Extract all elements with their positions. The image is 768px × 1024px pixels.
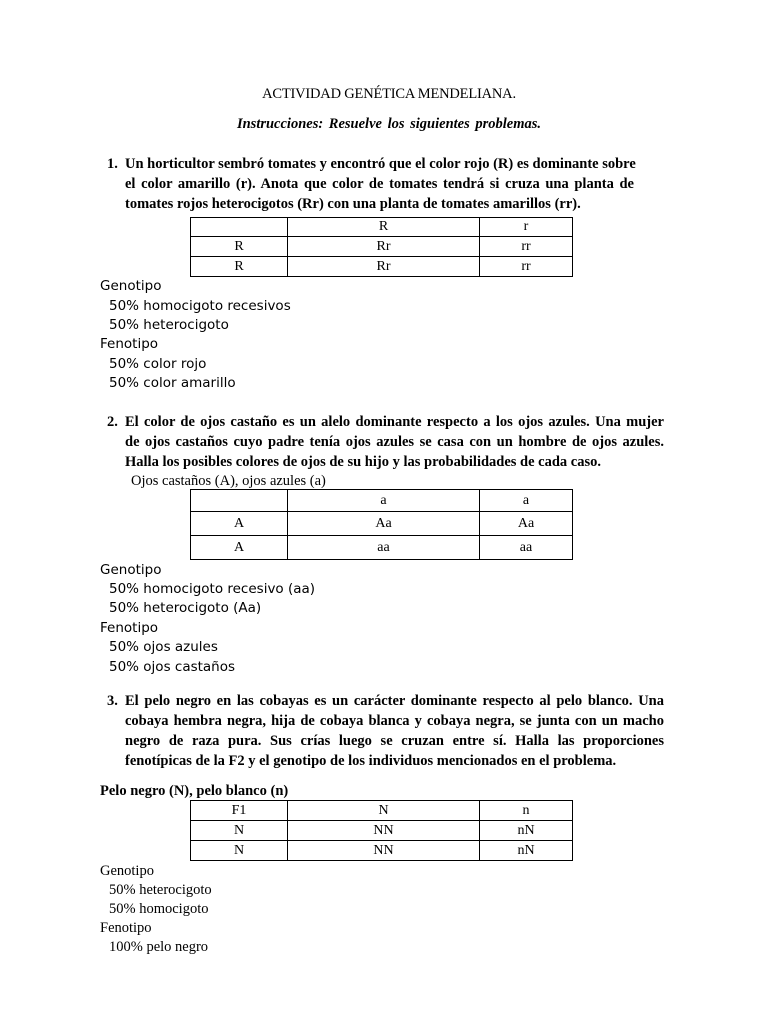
problem-line: Un horticultor sembró tomates y encontró que el color rojo (R) es dominante sobre [125, 156, 636, 172]
problem-number: 1. [107, 156, 118, 172]
phenotype-item: 50% ojos castaños [109, 659, 236, 675]
phenotype-label: Fenotipo [100, 920, 152, 936]
punnett-table-2 [190, 489, 573, 560]
instructions: Instrucciones: Resuelve los siguientes problemas. [236, 116, 542, 132]
table-cell: NN [288, 841, 480, 861]
genotype-label: Genotipo [100, 278, 162, 294]
table-cell: nN [480, 841, 573, 861]
table-cell: F1 [191, 801, 288, 821]
genotype-label: Genotipo [100, 863, 154, 879]
table-cell: aa [480, 536, 573, 560]
problem-line: El pelo negro en las cobayas es un carácter dominante respecto al pelo blanco. Una [125, 693, 664, 709]
problem-line: Halla los posibles colores de ojos de su hijo y las probabilidades de cada caso. [125, 454, 602, 470]
table-cell: N [288, 801, 480, 821]
punnett-table-1 [190, 217, 573, 277]
table-cell: r [480, 218, 573, 237]
table-cell: Rr [288, 237, 480, 257]
problem-line: tomates rojos heterocigotos (Rr) con una planta de tomates amarillos (rr). [125, 196, 581, 212]
genotype-item: 50% homocigoto recesivo (aa) [109, 581, 316, 597]
phenotype-item: 50% color amarillo [109, 375, 236, 391]
problem-number: 2. [107, 414, 118, 430]
genotype-item: 50% heterocigoto [109, 882, 212, 898]
table-cell: nN [480, 821, 573, 841]
document-title: ACTIVIDAD GENÉTICA MENDELIANA. [262, 86, 516, 102]
table-cell: NN [288, 821, 480, 841]
table-cell: n [480, 801, 573, 821]
genotype-item: 50% heterocigoto [109, 317, 229, 333]
table-cell: rr [480, 237, 573, 257]
problem-line: El color de ojos castaño es un alelo dominante respecto a los ojos azules. Una mujer [125, 414, 664, 430]
genotype-item: 50% heterocigoto (Aa) [109, 600, 262, 616]
problem-line: de ojos castaños cuyo padre tenía ojos azules se casa con un hombre de ojos azules. [125, 434, 664, 450]
table-cell: Rr [288, 257, 480, 277]
problem-number: 3. [107, 693, 118, 709]
phenotype-label: Fenotipo [100, 336, 159, 352]
table-cell: N [191, 841, 288, 861]
table-cell: Aa [480, 512, 573, 536]
table-cell: Aa [288, 512, 480, 536]
table-cell: R [191, 237, 288, 257]
genotype-item: 50% homocigoto recesivos [109, 298, 291, 314]
phenotype-item: 50% ojos azules [109, 639, 218, 655]
problem-line: el color amarillo (r). Anota que color de tomates tendrá si cruza una planta de [125, 176, 634, 192]
problem-line: negro de raza pura. Sus crías luego se cruzan entre sí. Halla las proporciones [125, 733, 664, 749]
table-cell: A [191, 512, 288, 536]
table-cell: aa [288, 536, 480, 560]
table-cell: a [480, 490, 573, 512]
table-cell: R [288, 218, 480, 237]
table-cell: rr [480, 257, 573, 277]
problem-line: fenotípicas de la F2 y el genotipo de los individuos mencionados en el problema. [125, 753, 617, 769]
table-cell: N [191, 821, 288, 841]
genotype-label: Genotipo [100, 562, 162, 578]
table-cell: a [288, 490, 480, 512]
table-cell: A [191, 536, 288, 560]
genotype-item: 50% homocigoto [109, 901, 209, 917]
table-cell [191, 218, 288, 237]
phenotype-label: Fenotipo [100, 620, 159, 636]
table-cell: R [191, 257, 288, 277]
allele-note: Pelo negro (N), pelo blanco (n) [100, 783, 289, 799]
table-cell [191, 490, 288, 512]
phenotype-item: 50% color rojo [109, 356, 207, 372]
allele-note: Ojos castaños (A), ojos azules (a) [131, 473, 326, 489]
punnett-table-3 [190, 800, 573, 861]
phenotype-item: 100% pelo negro [109, 939, 209, 955]
problem-line: cobaya hembra negra, hija de cobaya blanca y cobaya negra, se junta con un macho [125, 713, 664, 729]
